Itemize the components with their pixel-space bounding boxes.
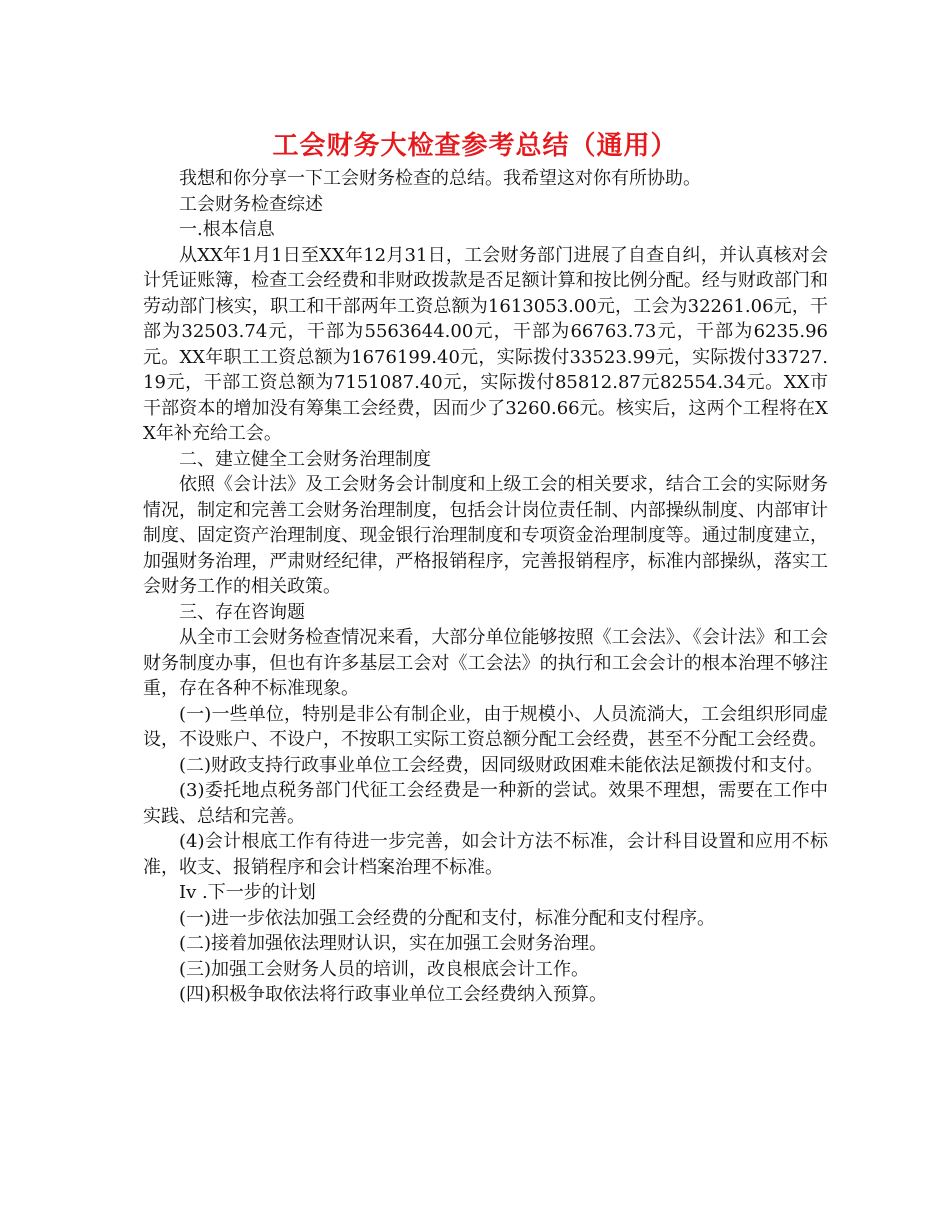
plan-item-3: (三)加强工会财务人员的培训，改良根底会计工作。 <box>179 958 590 980</box>
plan-item-1: (一)进一步依法加强工会经费的分配和支付，标准分配和支付程序。 <box>179 907 716 929</box>
problem-item-2: (二)财政支持行政事业单位工会经费，因同级财政困难未能依法足额拨付和支付。 <box>179 754 824 776</box>
problem-item-1: (一)一些单位，特别是非公有制企业，由于规模小、人员流淌大，工会组织形同虚设，不设账户、不设户，不按职工实际工资总额分配工会经费，甚至不分配工会经费。 <box>143 703 828 750</box>
plan-item-2: (二)接着加强依法理财认识，实在加强工会财务治理。 <box>179 933 608 954</box>
section-heading-system: 二、建立健全工会财务治理制度 <box>179 448 431 470</box>
paragraph-intro: 我想和你分享一下工会财务检查的总结。我希望这对你有所协助。 <box>179 168 701 189</box>
section-heading-basic-info: 一.根本信息 <box>179 219 275 240</box>
section-heading-overview: 工会财务检查综述 <box>179 193 323 215</box>
plan-item-4: (四)积极争取依法将行政事业单位工会经费纳入预算。 <box>179 984 608 1005</box>
problem-item-4: (4)会计根底工作有待进一步完善，如会计方法不标准，会计科目设置和应用不标准，收支、报销程序和会计档案治理不标准。 <box>143 831 828 878</box>
paragraph-system: 依照《会计法》及工会财务会计制度和上级工会的相关要求，结合工会的实际财务情况，制定和完善工会财务治理制度，包括会计岗位责任制、内部操纵制度、内部审计制度、固定资产治理制度、现金银行治理制度和专项资金治理制度等。通过制度建立，加强财务治理，严肃财经纪律，严格报销程序，完善报销程序，标准内部操纵，落实工会财务工作的相关政策。 <box>143 474 828 597</box>
document-title: 工会财务大检查参考总结（通用） <box>272 131 678 161</box>
section-heading-problems: 三、存在咨询题 <box>179 601 305 623</box>
paragraph-basic-info: 从XX年1月1日至XX年12月31日，工会财务部门进展了自查自纠，并认真核对会计凭证账簿，检查工会经费和非财政拨款是否足额计算和按比例分配。经与财政部门和劳动部门核实，职工和干部两年工资总额为1613053.00元，工会为32261.06元，干部为32503.74元，干部为5563644.00元，干部为66763.73元，干部为6235.96元。XX年职工工资总额为1676199.40元，实际拨付33523.99元，实际拨付33727.19元，干部工资总额为7151087.40元，实际拨付85812.87元82554.34元。XX市干部资本的增加没有筹集工会经费，因而少了3260.66元。核实后，这两个工程将在XX年补充给工会。 <box>143 244 828 444</box>
document-body <box>143 166 828 1008</box>
problem-item-3: (3)委托地点税务部门代征工会经费是一种新的尝试。效果不理想，需要在工作中实践、总结和完善。 <box>143 780 828 827</box>
paragraph-problems: 从全市工会财务检查情况来看，大部分单位能够按照《工会法》、《会计法》和工会财务制度办事，但也有许多基层工会对《工会法》的执行和工会会计的根本治理不够注重，存在各种不标准现象。 <box>143 627 828 699</box>
section-heading-next-steps: Iv .下一步的计划 <box>179 882 316 903</box>
